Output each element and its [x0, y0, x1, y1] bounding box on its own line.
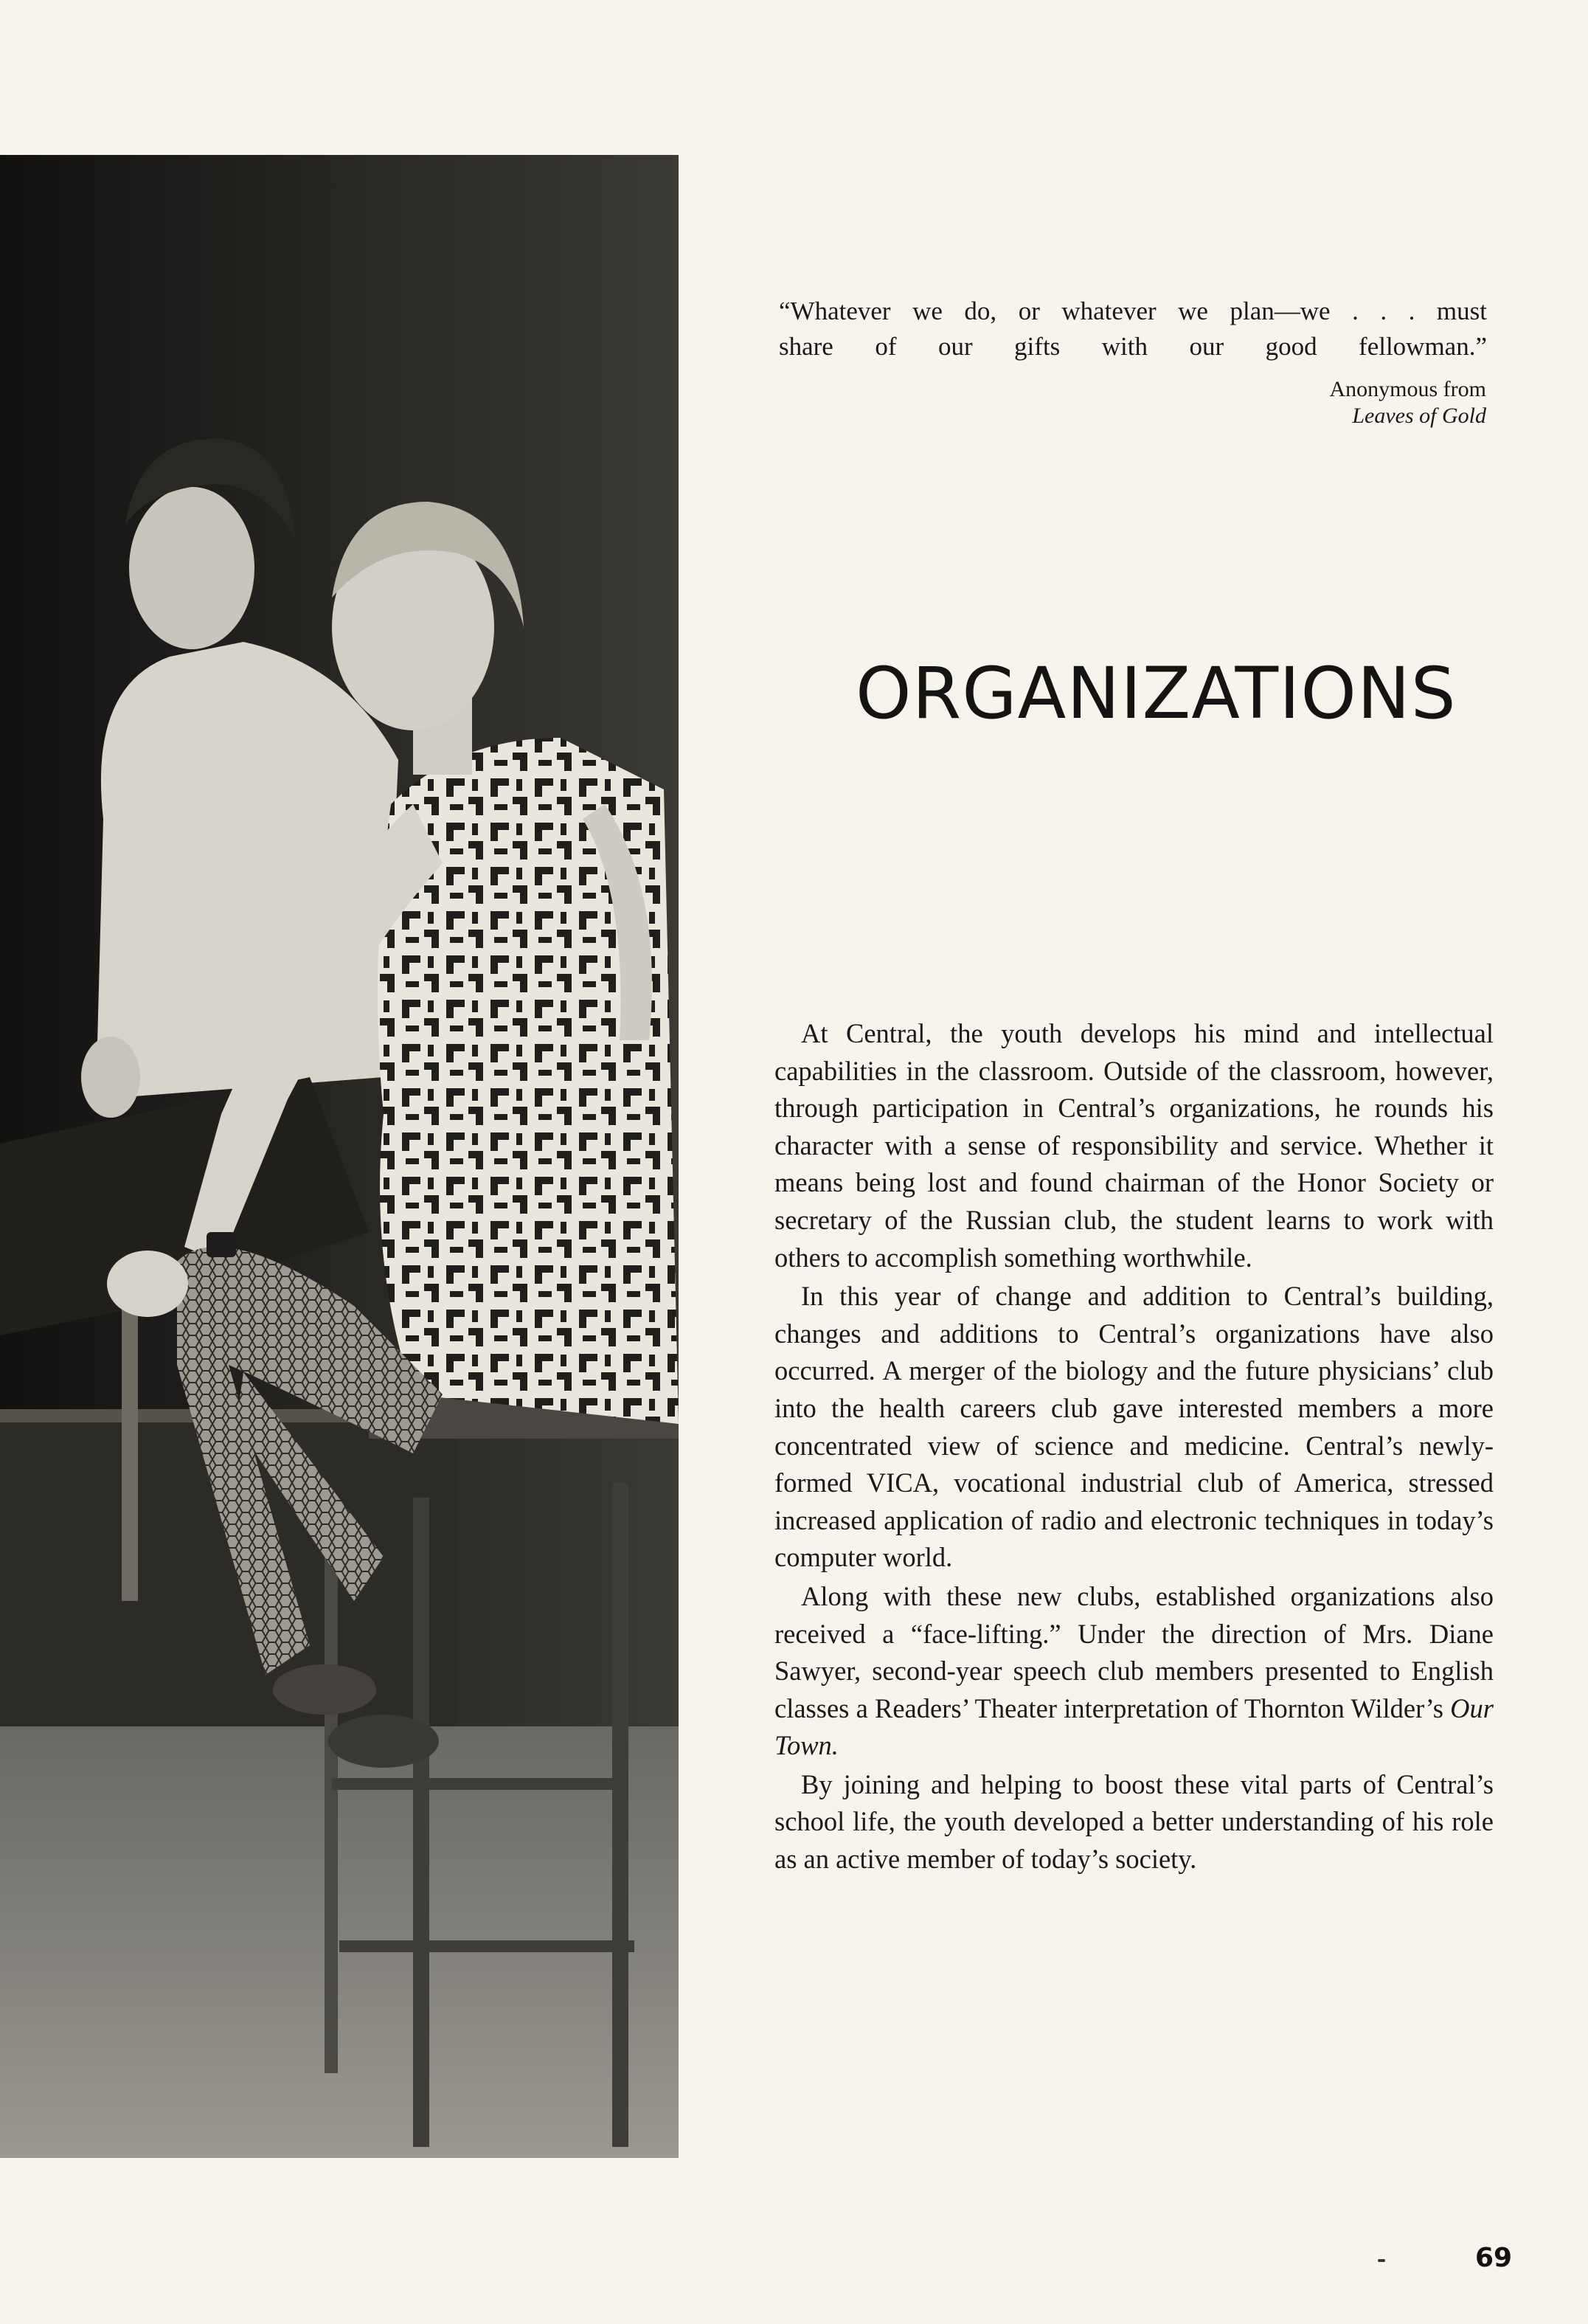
- page-number: 69: [1475, 2243, 1513, 2273]
- section-heading: ORGANIZATIONS: [856, 652, 1457, 735]
- photo-two-students-seated: [0, 155, 679, 2158]
- quote-attribution: [1191, 376, 1486, 429]
- paragraph-4: By joining and helping to boost these vital parts of Central’s school life, the youth developed a better understanding of his role as an active member of today’s society.: [774, 1768, 1494, 1875]
- epigraph-quote: [779, 294, 1487, 364]
- quote-author: Anonymous from: [1329, 377, 1486, 401]
- quote-line-1: “Whatever we do, or whatever we plan—we . . . must: [779, 297, 1487, 325]
- photo-illustration: [0, 155, 679, 2158]
- print-speck: [1378, 2259, 1385, 2262]
- quote-source: Leaves of Gold: [1352, 404, 1486, 428]
- body-text: [774, 1015, 1494, 1880]
- paragraph-3-text: Along with these new clubs, established organizations also received a “face-lifting.” Under the direction of Mrs. Diane Sawyer, second-year speech club members presented to English classes a Readers’ Theater interpretation of Thornton Wilder’s: [774, 1580, 1494, 1723]
- paragraph-1: At Central, the youth develops his mind and intellectual capabilities in the classroom. Outside of the classroom, however, through participation in Central’s organizations, he rounds his character with a sense of responsibility and service. Whether it means being lost and found chairman of the Honor Society or secretary of the Russian club, the student learns to work with others to accomplish something worthwhile.: [774, 1018, 1494, 1273]
- paragraph-2: In this year of change and addition to Central’s building, changes and additions to Central’s organizations have also occurred. A merger of the biology and the future physicians’ club into the health careers club gave interested members a more concentrated view of science and medicine. Central’s newly-formed VICA, vocational industrial club of America, stressed increased application of radio and electronic techniques in today’s computer world.: [774, 1281, 1494, 1573]
- quote-line-2: share of our gifts with our good fellowman.”: [779, 332, 1487, 361]
- play-title: Our Town.: [774, 1692, 1494, 1761]
- paragraph-3: [774, 1578, 1494, 1765]
